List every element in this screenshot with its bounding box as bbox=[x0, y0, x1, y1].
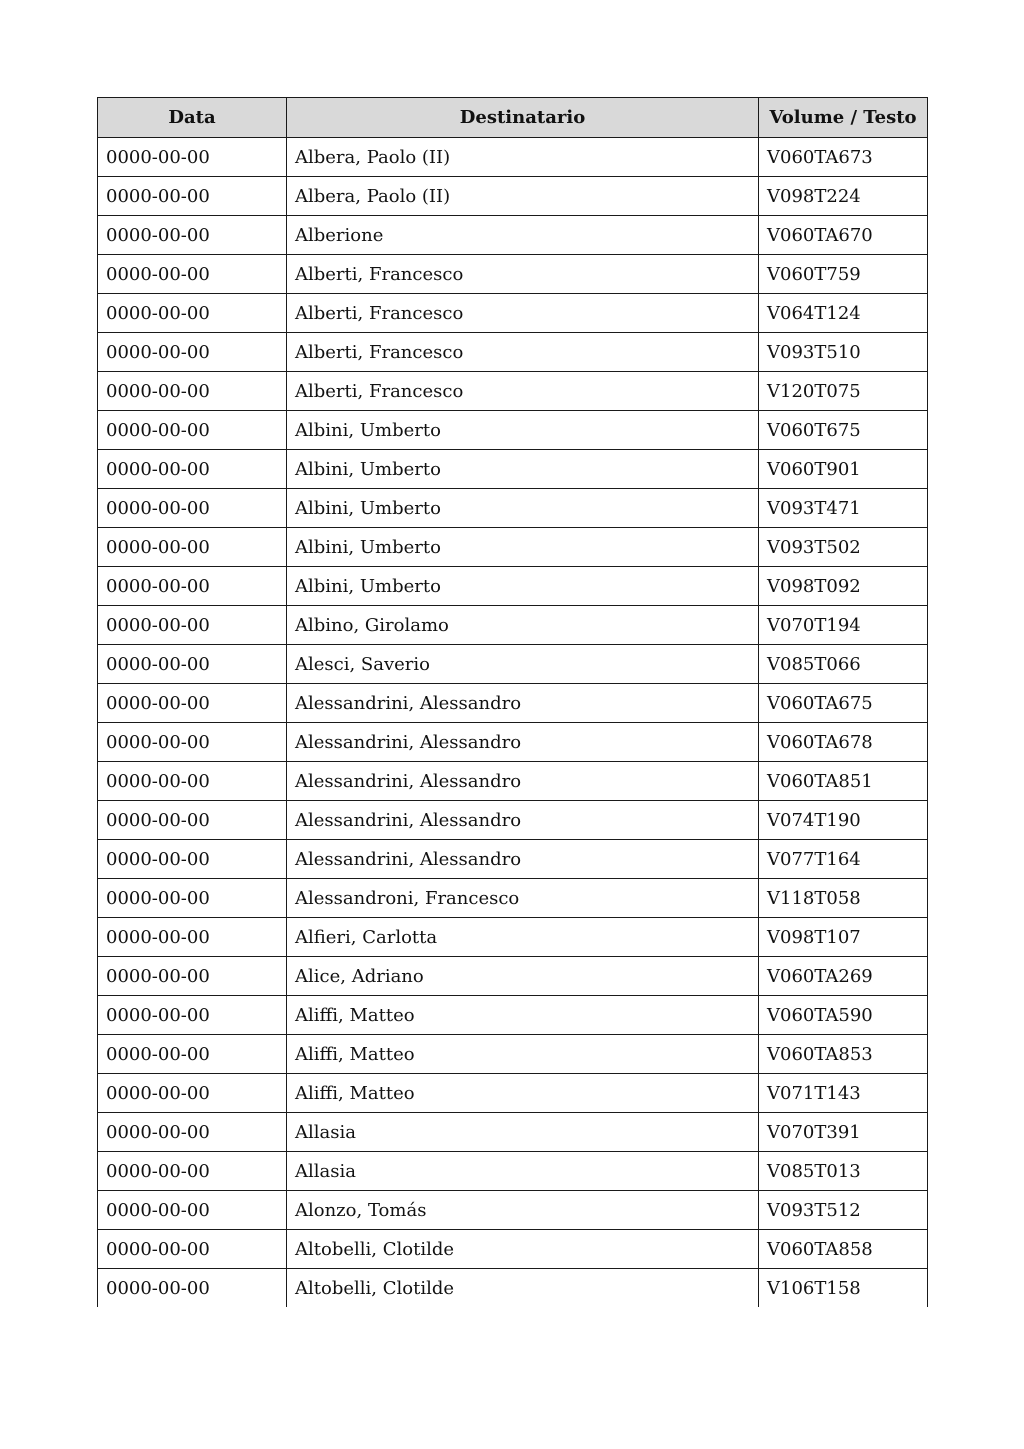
table-row bbox=[98, 294, 928, 333]
recipient-cell: Alessandrini, Alessandro bbox=[287, 723, 759, 762]
recipient-cell: Albini, Umberto bbox=[287, 567, 759, 606]
volume-cell: V098T224 bbox=[759, 177, 928, 216]
date-cell: 0000-00-00 bbox=[98, 1035, 287, 1074]
date-cell: 0000-00-00 bbox=[98, 840, 287, 879]
date-cell: 0000-00-00 bbox=[98, 177, 287, 216]
volume-cell: V060TA590 bbox=[759, 996, 928, 1035]
table-row bbox=[98, 177, 928, 216]
table-row bbox=[98, 606, 928, 645]
volume-cell: V085T013 bbox=[759, 1152, 928, 1191]
table-row bbox=[98, 879, 928, 918]
recipient-cell: Allasia bbox=[287, 1113, 759, 1152]
header-date: Data bbox=[98, 98, 287, 138]
date-cell: 0000-00-00 bbox=[98, 723, 287, 762]
table-row bbox=[98, 372, 928, 411]
table-row bbox=[98, 1191, 928, 1230]
volume-cell: V093T510 bbox=[759, 333, 928, 372]
volume-cell: V077T164 bbox=[759, 840, 928, 879]
volume-cell: V060TA858 bbox=[759, 1230, 928, 1269]
volume-cell: V070T391 bbox=[759, 1113, 928, 1152]
date-cell: 0000-00-00 bbox=[98, 294, 287, 333]
recipient-cell: Alessandrini, Alessandro bbox=[287, 762, 759, 801]
date-cell: 0000-00-00 bbox=[98, 450, 287, 489]
header-volume: Volume / Testo bbox=[759, 98, 928, 138]
volume-cell: V085T066 bbox=[759, 645, 928, 684]
recipient-cell: Alessandrini, Alessandro bbox=[287, 684, 759, 723]
date-cell: 0000-00-00 bbox=[98, 489, 287, 528]
date-cell: 0000-00-00 bbox=[98, 1152, 287, 1191]
date-cell: 0000-00-00 bbox=[98, 1269, 287, 1308]
table-row bbox=[98, 801, 928, 840]
volume-cell: V071T143 bbox=[759, 1074, 928, 1113]
date-cell: 0000-00-00 bbox=[98, 957, 287, 996]
recipient-cell: Allasia bbox=[287, 1152, 759, 1191]
volume-cell: V060TA853 bbox=[759, 1035, 928, 1074]
table-row bbox=[98, 450, 928, 489]
header-recipient: Destinatario bbox=[287, 98, 759, 138]
table-row bbox=[98, 957, 928, 996]
volume-cell: V093T512 bbox=[759, 1191, 928, 1230]
volume-cell: V120T075 bbox=[759, 372, 928, 411]
date-cell: 0000-00-00 bbox=[98, 645, 287, 684]
recipient-cell: Altobelli, Clotilde bbox=[287, 1230, 759, 1269]
recipient-cell: Albera, Paolo (II) bbox=[287, 177, 759, 216]
table-row bbox=[98, 567, 928, 606]
table-row bbox=[98, 684, 928, 723]
recipient-cell: Alberti, Francesco bbox=[287, 333, 759, 372]
date-cell: 0000-00-00 bbox=[98, 333, 287, 372]
recipient-cell: Alesci, Saverio bbox=[287, 645, 759, 684]
recipient-cell: Aliffi, Matteo bbox=[287, 1074, 759, 1113]
table-row bbox=[98, 333, 928, 372]
recipient-cell: Aliffi, Matteo bbox=[287, 996, 759, 1035]
recipient-cell: Alessandrini, Alessandro bbox=[287, 801, 759, 840]
volume-cell: V106T158 bbox=[759, 1269, 928, 1308]
recipient-cell: Alberti, Francesco bbox=[287, 372, 759, 411]
date-cell: 0000-00-00 bbox=[98, 801, 287, 840]
recipient-cell: Alonzo, Tomás bbox=[287, 1191, 759, 1230]
date-cell: 0000-00-00 bbox=[98, 528, 287, 567]
table-row bbox=[98, 1074, 928, 1113]
table-row bbox=[98, 1230, 928, 1269]
volume-cell: V060TA675 bbox=[759, 684, 928, 723]
date-cell: 0000-00-00 bbox=[98, 918, 287, 957]
table-row bbox=[98, 489, 928, 528]
recipient-cell: Aliffi, Matteo bbox=[287, 1035, 759, 1074]
volume-cell: V060TA670 bbox=[759, 216, 928, 255]
date-cell: 0000-00-00 bbox=[98, 255, 287, 294]
volume-cell: V060TA851 bbox=[759, 762, 928, 801]
table-row bbox=[98, 723, 928, 762]
recipient-cell: Albini, Umberto bbox=[287, 411, 759, 450]
table-row bbox=[98, 255, 928, 294]
table-row bbox=[98, 996, 928, 1035]
date-cell: 0000-00-00 bbox=[98, 1230, 287, 1269]
date-cell: 0000-00-00 bbox=[98, 1074, 287, 1113]
volume-cell: V098T092 bbox=[759, 567, 928, 606]
volume-cell: V074T190 bbox=[759, 801, 928, 840]
date-cell: 0000-00-00 bbox=[98, 372, 287, 411]
table-row bbox=[98, 411, 928, 450]
volume-cell: V118T058 bbox=[759, 879, 928, 918]
date-cell: 0000-00-00 bbox=[98, 996, 287, 1035]
table-row bbox=[98, 1035, 928, 1074]
volume-cell: V093T502 bbox=[759, 528, 928, 567]
recipient-cell: Albera, Paolo (II) bbox=[287, 138, 759, 177]
date-cell: 0000-00-00 bbox=[98, 684, 287, 723]
table-row bbox=[98, 1113, 928, 1152]
volume-cell: V060T675 bbox=[759, 411, 928, 450]
date-cell: 0000-00-00 bbox=[98, 879, 287, 918]
recipient-cell: Alessandrini, Alessandro bbox=[287, 840, 759, 879]
recipient-cell: Albini, Umberto bbox=[287, 528, 759, 567]
table-row bbox=[98, 528, 928, 567]
date-cell: 0000-00-00 bbox=[98, 606, 287, 645]
table-body bbox=[98, 138, 928, 1308]
date-cell: 0000-00-00 bbox=[98, 138, 287, 177]
volume-cell: V098T107 bbox=[759, 918, 928, 957]
table-header bbox=[98, 98, 928, 138]
date-cell: 0000-00-00 bbox=[98, 762, 287, 801]
date-cell: 0000-00-00 bbox=[98, 1191, 287, 1230]
recipient-cell: Alberti, Francesco bbox=[287, 255, 759, 294]
volume-cell: V070T194 bbox=[759, 606, 928, 645]
date-cell: 0000-00-00 bbox=[98, 411, 287, 450]
recipient-cell: Albini, Umberto bbox=[287, 489, 759, 528]
table-row bbox=[98, 840, 928, 879]
recipient-cell: Albini, Umberto bbox=[287, 450, 759, 489]
table-row bbox=[98, 1152, 928, 1191]
table-row bbox=[98, 1269, 928, 1308]
volume-cell: V093T471 bbox=[759, 489, 928, 528]
recipient-cell: Alfieri, Carlotta bbox=[287, 918, 759, 957]
recipient-cell: Alice, Adriano bbox=[287, 957, 759, 996]
table-row bbox=[98, 645, 928, 684]
table-row bbox=[98, 918, 928, 957]
recipient-cell: Altobelli, Clotilde bbox=[287, 1269, 759, 1308]
table-row bbox=[98, 762, 928, 801]
table-row bbox=[98, 138, 928, 177]
volume-cell: V060TA269 bbox=[759, 957, 928, 996]
volume-cell: V060T759 bbox=[759, 255, 928, 294]
recipient-cell: Alessandroni, Francesco bbox=[287, 879, 759, 918]
volume-cell: V060TA678 bbox=[759, 723, 928, 762]
volume-cell: V064T124 bbox=[759, 294, 928, 333]
recipient-cell: Alberione bbox=[287, 216, 759, 255]
volume-cell: V060T901 bbox=[759, 450, 928, 489]
recipient-cell: Alberti, Francesco bbox=[287, 294, 759, 333]
date-cell: 0000-00-00 bbox=[98, 1113, 287, 1152]
volume-cell: V060TA673 bbox=[759, 138, 928, 177]
letters-table bbox=[97, 97, 928, 1307]
date-cell: 0000-00-00 bbox=[98, 216, 287, 255]
recipient-cell: Albino, Girolamo bbox=[287, 606, 759, 645]
header-row bbox=[98, 98, 928, 138]
date-cell: 0000-00-00 bbox=[98, 567, 287, 606]
table-row bbox=[98, 216, 928, 255]
